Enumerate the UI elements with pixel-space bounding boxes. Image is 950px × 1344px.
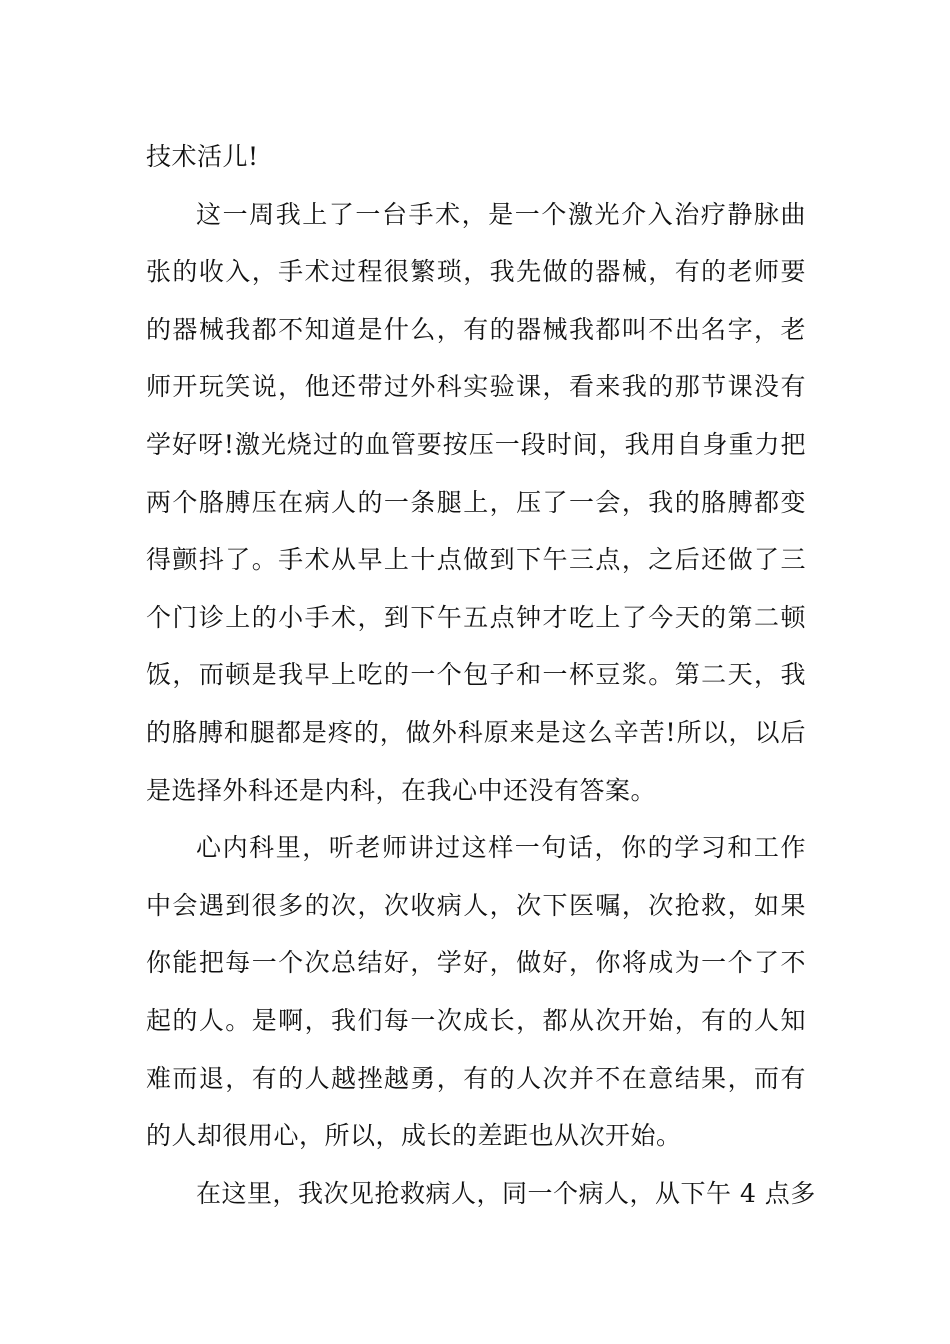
text-line: 的胳膊和腿都是疼的，做外科原来是这么辛苦!所以，以后 [146,717,806,747]
text-line: 个门诊上的小手术，到下午五点钟才吃上了今天的第二顿 [146,602,806,632]
paragraph-first-line: 心内科里，听老师讲过这样一句话，你的学习和工作 [196,833,806,863]
text-line: 师开玩笑说，他还带过外科实验课，看来我的那节课没有 [146,372,806,402]
text-line: 学好呀!激光烧过的血管要按压一段时间，我用自身重力把 [146,429,806,459]
text-line: 技术活儿! [146,142,259,171]
body-text [146,128,816,1222]
text-line: 中会遇到很多的次，次收病人，次下医嘱，次抢救，如果 [146,890,806,920]
text-line: 的人却很用心，所以，成长的差距也从次开始。 [146,1121,682,1151]
text-line: 难而退，有的人越挫越勇，有的人次并不在意结果，而有 [146,1063,806,1093]
text-line: 你能把每一个次总结好，学好，做好，你将成为一个了不 [146,948,806,978]
text-line: 的器械我都不知道是什么，有的器械我都叫不出名字，老 [146,314,806,344]
paragraph-first-line: 这一周我上了一台手术，是一个激光介入治疗静脉曲 [196,199,806,229]
text-line: 两个胳膊压在病人的一条腿上，压了一会，我的胳膊都变 [146,487,806,517]
text-line: 张的收入，手术过程很繁琐，我先做的器械，有的老师要 [146,257,806,287]
text-line: 得颤抖了。手术从早上十点做到下午三点，之后还做了三 [146,545,806,575]
text-line: 饭，而顿是我早上吃的一个包子和一杯豆浆。第二天，我 [146,660,806,690]
paragraph-first-line: 在这里，我次见抢救病人，同一个病人，从下午 4 点多 [196,1178,816,1208]
text-line: 起的人。是啊，我们每一次成长，都从次开始，有的人知 [146,1005,806,1035]
text-line: 是选择外科还是内科，在我心中还没有答案。 [146,775,657,805]
